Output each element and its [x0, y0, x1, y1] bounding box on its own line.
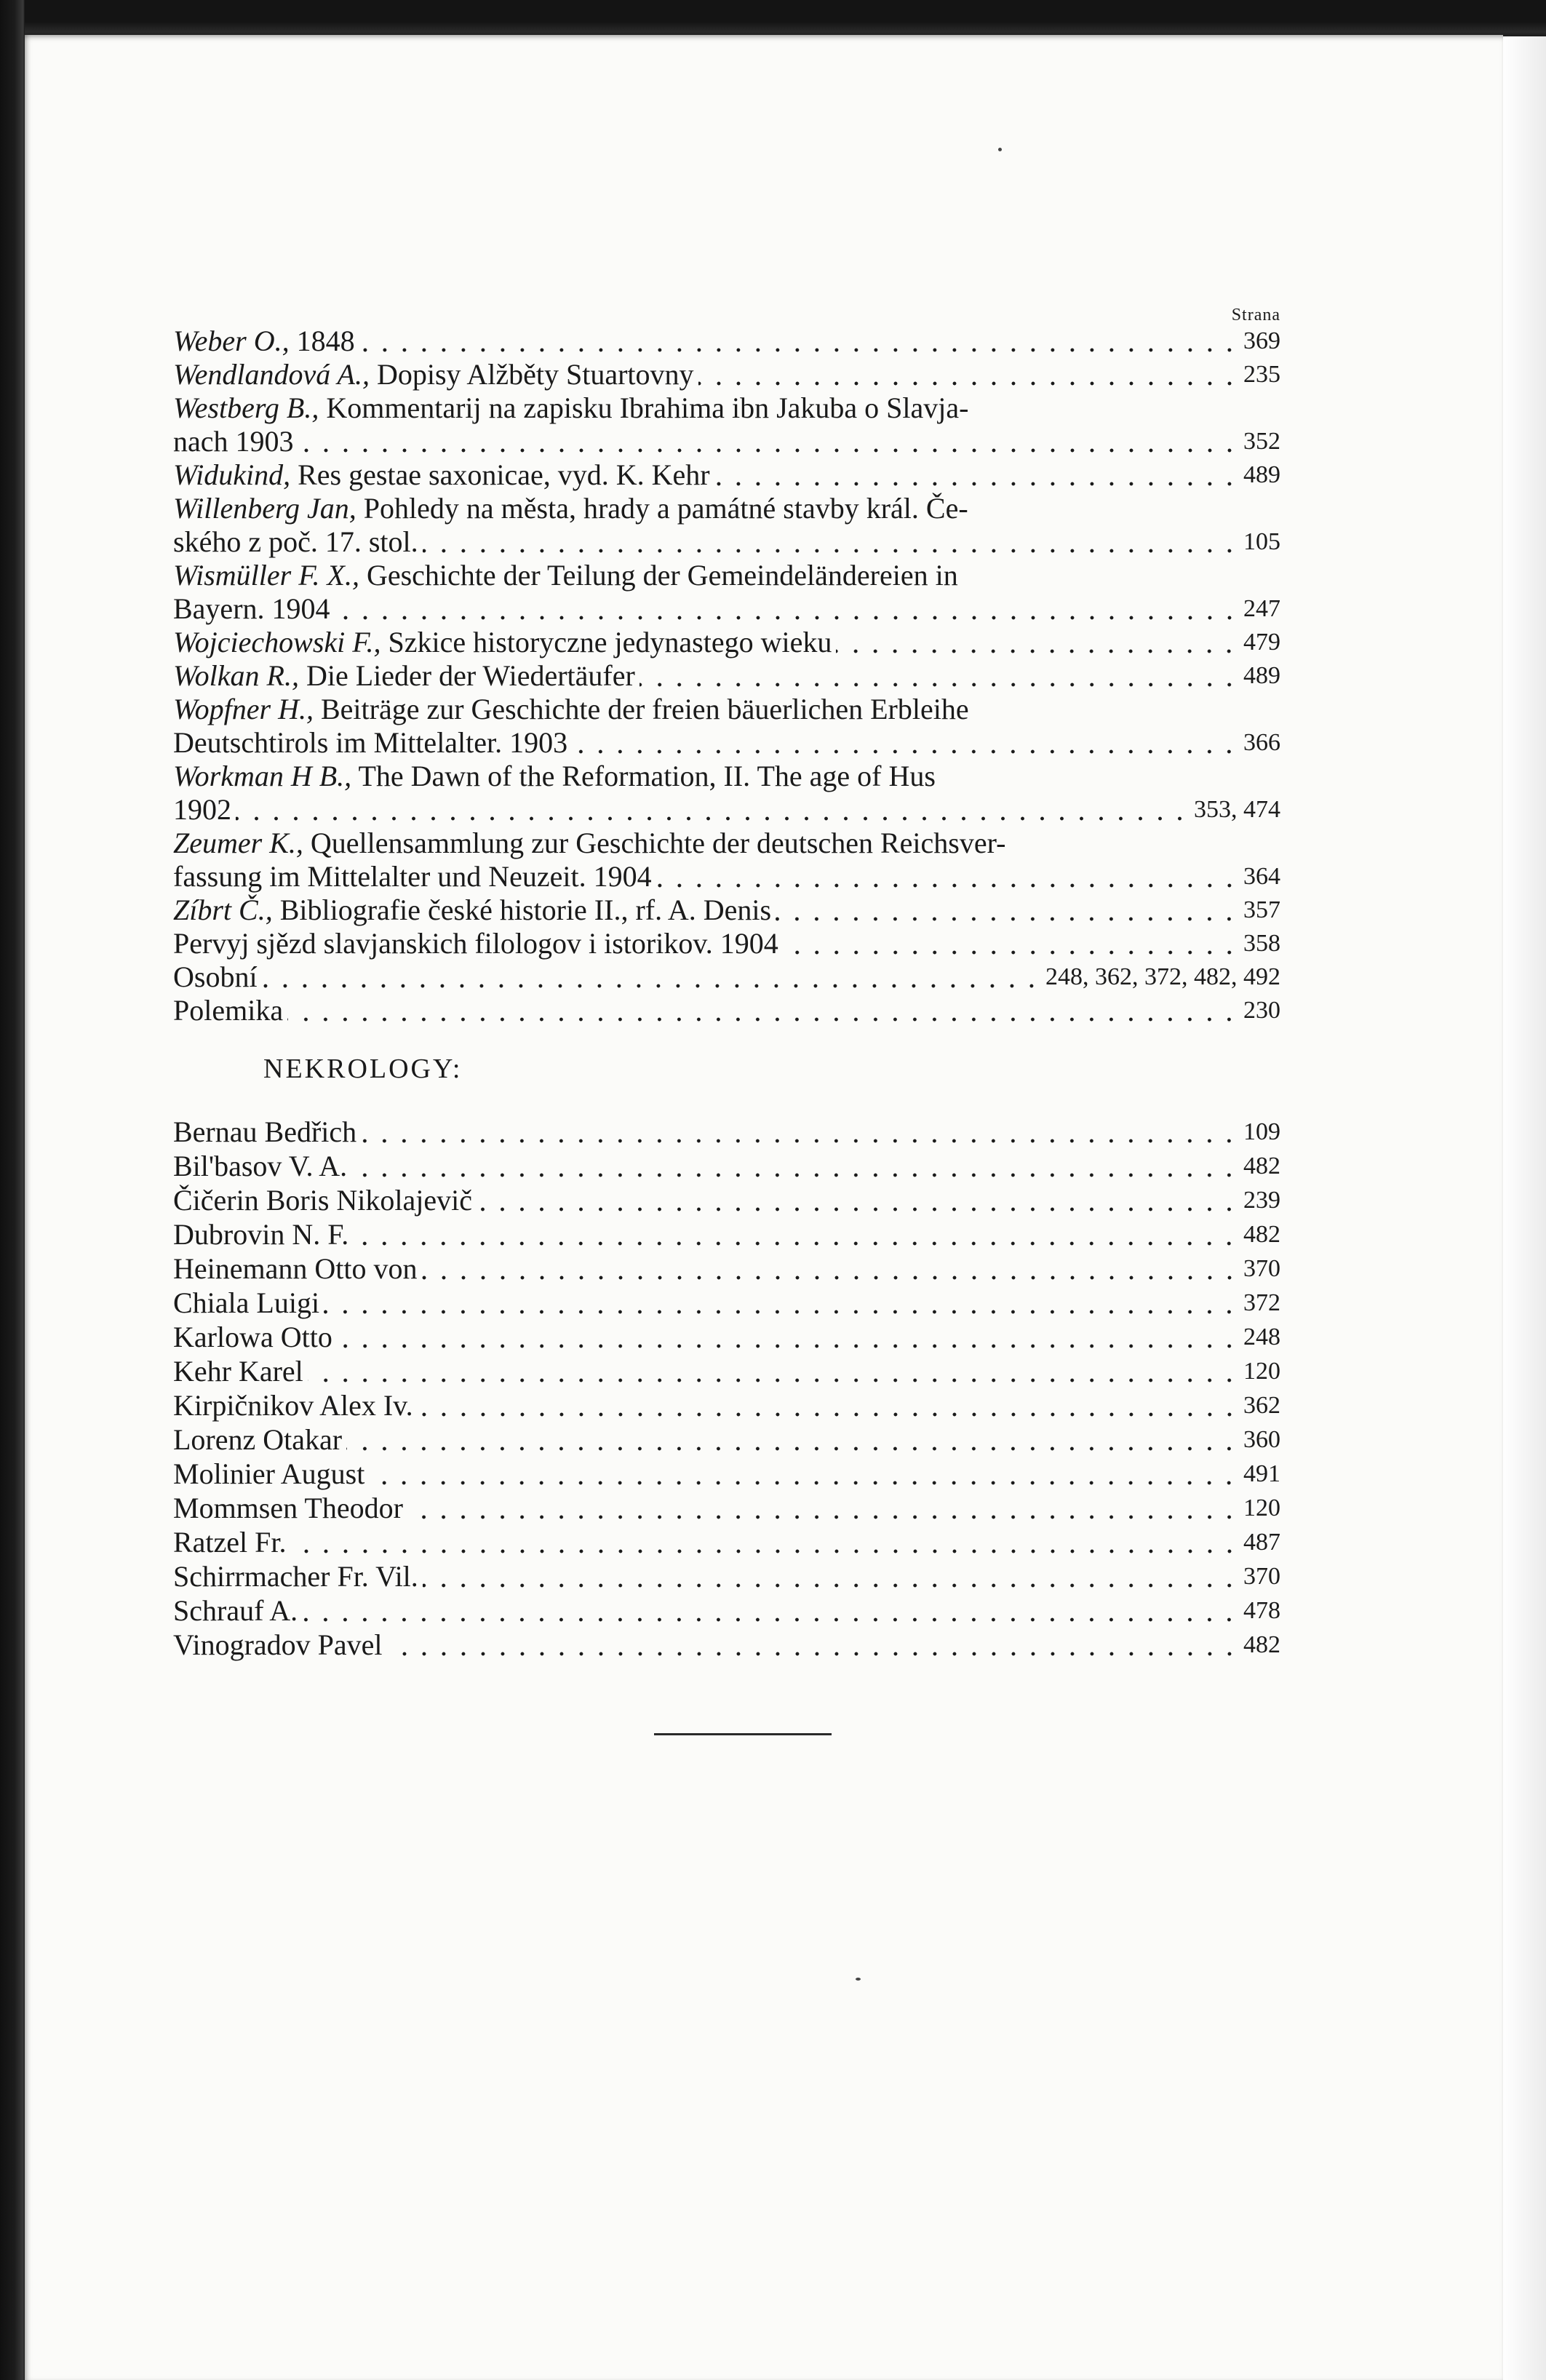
- nekrolog-pages: 239: [1243, 1187, 1280, 1214]
- entry-title-continued: ského z poč. 17. stol.: [173, 525, 418, 558]
- nekrolog-entry: [173, 1354, 1280, 1388]
- nekrolog-entry: [173, 1251, 1280, 1286]
- nekrolog-pages: 370: [1243, 1563, 1280, 1590]
- entry-title: Polemika: [173, 994, 284, 1027]
- nekrology-heading: NEKROLOGY:: [263, 1054, 463, 1084]
- entry-text: [173, 994, 283, 1027]
- dot-leader: [298, 448, 1239, 453]
- nekrolog-name: Ratzel Fr.: [173, 1526, 287, 1559]
- entry-last-line: [173, 726, 1280, 760]
- nekrolog-entry: [173, 1457, 1280, 1491]
- entry-text: [173, 458, 710, 492]
- column-label-strana: Strana: [1231, 306, 1280, 325]
- nekrolog-entry: [173, 1491, 1280, 1525]
- dot-leader: [351, 1173, 1239, 1177]
- entry-title: Bibliografie české historie II., rf. A. Denis: [272, 894, 772, 926]
- dot-leader: [335, 616, 1239, 620]
- entry-pages: 357: [1243, 896, 1280, 923]
- scan-border-top: [0, 0, 1546, 36]
- entry-title: Res gestae saxonicae, vyd. K. Kehr: [290, 458, 710, 491]
- entry-last-line: [173, 425, 1280, 458]
- nekrolog-pages: 372: [1243, 1289, 1280, 1316]
- nekrolog-name: Schirrmacher Fr. Vil.: [173, 1560, 418, 1593]
- entry-author: Wopfner H.,: [173, 693, 314, 725]
- dot-leader: [407, 1515, 1239, 1519]
- nekrolog-name: Karlowa Otto: [173, 1321, 332, 1353]
- entry-pages: 105: [1243, 528, 1280, 555]
- scan-speck: [856, 1978, 861, 1981]
- entry-pages: 247: [1243, 595, 1280, 622]
- entry-title: Quellensammlung zur Geschichte der deutschen Reichsver-: [303, 827, 1006, 859]
- dot-leader: [423, 1583, 1239, 1588]
- entry-last-line: [173, 793, 1280, 827]
- nekrolog-name: Chiala Luigi: [173, 1286, 320, 1319]
- nekrolog-pages: 362: [1243, 1392, 1280, 1419]
- index-entry: [173, 358, 1280, 391]
- nekrolog-name: Kehr Karel: [173, 1355, 303, 1388]
- entry-author: Willenberg Jan,: [173, 492, 356, 525]
- index-entry: [173, 626, 1280, 659]
- scan-border-left: [0, 0, 25, 2380]
- entry-text: [173, 358, 694, 391]
- index-entry: [173, 659, 1280, 693]
- nekrolog-pages: 120: [1243, 1495, 1280, 1521]
- nekrolog-name: Heinemann Otto von: [173, 1252, 418, 1285]
- entry-pages: 235: [1243, 361, 1280, 388]
- entry-text: [173, 325, 355, 358]
- nekrolog-name: Lorenz Otakar: [173, 1423, 343, 1456]
- dot-leader: [423, 549, 1239, 553]
- nekrolog-name: Bernau Bedřich: [173, 1115, 357, 1148]
- nekrolog-pages: 482: [1243, 1221, 1280, 1248]
- dot-leader: [359, 348, 1239, 352]
- index-entry: [173, 760, 1280, 827]
- entry-text: [173, 894, 771, 927]
- entry-first-line: [173, 827, 1280, 860]
- nekrolog-entry: [173, 1525, 1280, 1559]
- entry-author: Wolkan R.,: [173, 659, 299, 692]
- nekrolog-name: Čičerin Boris Nikolajevič: [173, 1184, 473, 1217]
- nekrolog-pages: 478: [1243, 1597, 1280, 1624]
- entry-first-line: [173, 492, 1280, 525]
- dot-leader: [477, 1207, 1239, 1211]
- nekrolog-pages: 482: [1243, 1631, 1280, 1658]
- entry-author: Zíbrt Č.,: [173, 894, 273, 926]
- nekrolog-name: Mommsen Theodor: [173, 1492, 403, 1524]
- index-entry: [173, 559, 1280, 626]
- dot-leader: [291, 1549, 1239, 1553]
- nekrolog-name: Vinogradov Pavel: [173, 1628, 383, 1661]
- dot-leader: [418, 1412, 1239, 1417]
- entry-author: Zeumer K.,: [173, 827, 303, 859]
- nekrolog-pages: 360: [1243, 1426, 1280, 1453]
- entry-author: Wismüller F. X.,: [173, 559, 359, 592]
- nekrolog-entry: [173, 1115, 1280, 1149]
- nekrolog-entry: [173, 1628, 1280, 1662]
- nekrolog-pages: 109: [1243, 1118, 1280, 1145]
- entry-author: Workman H B.,: [173, 760, 352, 792]
- nekrolog-pages: 120: [1243, 1358, 1280, 1385]
- entry-pages: 489: [1243, 662, 1280, 689]
- scan-speck: [998, 148, 1002, 151]
- entry-pages: 479: [1243, 629, 1280, 656]
- entry-last-line: [173, 592, 1280, 626]
- index-entry: [173, 325, 1280, 358]
- dot-leader: [361, 1139, 1239, 1143]
- entry-title: 1848: [289, 325, 355, 357]
- nekrolog-entry: [173, 1217, 1280, 1251]
- entry-first-line: [173, 760, 1280, 793]
- dot-leader: [324, 1310, 1239, 1314]
- nekrology-entry-list: [173, 1115, 1280, 1662]
- nekrolog-entry: [173, 1320, 1280, 1354]
- nekrolog-pages: 487: [1243, 1529, 1280, 1556]
- nekrolog-pages: 370: [1243, 1255, 1280, 1282]
- index-entry: [173, 894, 1280, 927]
- index-entry: [173, 960, 1280, 994]
- dot-leader: [369, 1481, 1239, 1485]
- dot-leader: [422, 1275, 1240, 1280]
- nekrolog-entry: [173, 1183, 1280, 1217]
- nekrolog-entry: [173, 1559, 1280, 1593]
- entry-text: [173, 659, 635, 693]
- entry-title-continued: nach 1903: [173, 425, 294, 458]
- entry-title-continued: fassung im Mittelalter und Neuzeit. 1904: [173, 860, 652, 893]
- entry-pages: 358: [1243, 930, 1280, 957]
- entry-author: Weber O.,: [173, 325, 290, 357]
- dot-leader: [836, 649, 1239, 653]
- dot-leader: [302, 1617, 1239, 1622]
- entry-first-line: [173, 559, 1280, 592]
- index-entry: [173, 927, 1280, 960]
- dot-leader: [236, 816, 1190, 821]
- nekrolog-name: Kirpičnikov Alex Iv.: [173, 1389, 413, 1422]
- entry-title: Die Lieder der Wiedertäufer: [298, 659, 635, 692]
- entry-title: Dopisy Alžběty Stuartovny: [369, 358, 694, 391]
- index-entry-list: [173, 325, 1280, 1027]
- entry-text: [173, 927, 778, 960]
- page-shadow: [1502, 35, 1546, 2380]
- nekrolog-entry: [173, 1593, 1280, 1628]
- nekrolog-name: Dubrovin N. F.: [173, 1218, 349, 1251]
- dot-leader: [714, 482, 1239, 486]
- entry-pages: 366: [1243, 729, 1280, 756]
- dot-leader: [346, 1446, 1239, 1451]
- nekrolog-entry: [173, 1422, 1280, 1457]
- index-entry: [173, 827, 1280, 894]
- nekrolog-name: Schrauf A.: [173, 1594, 298, 1627]
- nekrolog-pages: 248: [1243, 1324, 1280, 1350]
- entry-title: The Dawn of the Reformation, II. The age of Hus: [351, 760, 936, 792]
- entry-title: Geschichte der Teilung der Gemeindeländereien in: [359, 559, 958, 592]
- dot-leader: [262, 984, 1041, 988]
- dot-leader: [639, 682, 1239, 687]
- dot-leader: [337, 1344, 1239, 1348]
- entry-pages: 353, 474: [1194, 796, 1280, 823]
- section-end-rule: [654, 1733, 832, 1735]
- entry-title-continued: 1902: [173, 793, 231, 826]
- nekrology-column: [173, 1115, 1280, 1697]
- entry-title-continued: Deutschtirols im Mittelalter. 1903: [173, 726, 568, 759]
- entry-author: Widukind,: [173, 458, 291, 491]
- dot-leader: [656, 883, 1239, 888]
- dot-leader: [698, 381, 1239, 386]
- entry-first-line: [173, 391, 1280, 425]
- nekrolog-name: Bil'basov V. A.: [173, 1150, 348, 1182]
- entry-first-line: [173, 693, 1280, 726]
- entry-title: Osobní: [173, 960, 258, 993]
- entry-pages: 369: [1243, 327, 1280, 354]
- entry-title: Pohledy na města, hrady a památné stavby král. Če-: [356, 492, 968, 525]
- nekrolog-pages: 482: [1243, 1153, 1280, 1179]
- entry-pages: 364: [1243, 863, 1280, 890]
- entry-title: Beiträge zur Geschichte der freien bäuerlichen Erbleihe: [313, 693, 969, 725]
- dot-leader: [287, 1017, 1239, 1022]
- entry-author: Westberg B.,: [173, 391, 319, 424]
- nekrolog-name: Molinier August: [173, 1457, 365, 1490]
- entry-author: Wendlandová A.,: [173, 358, 370, 391]
- index-column: [173, 306, 1280, 1027]
- entry-title-continued: Bayern. 1904: [173, 592, 330, 625]
- dot-leader: [776, 917, 1239, 921]
- entry-title: Szkice historyczne jedynastego wieku: [380, 626, 832, 658]
- entry-last-line: [173, 860, 1280, 894]
- dot-leader: [353, 1241, 1239, 1246]
- index-entry: [173, 458, 1280, 492]
- dot-leader: [572, 749, 1239, 754]
- nekrolog-entry: [173, 1149, 1280, 1183]
- entry-pages: 352: [1243, 428, 1280, 455]
- entry-pages: 489: [1243, 461, 1280, 488]
- entry-last-line: [173, 525, 1280, 559]
- entry-pages: 230: [1243, 997, 1280, 1024]
- nekrolog-pages: 491: [1243, 1460, 1280, 1487]
- index-entry: [173, 391, 1280, 458]
- entry-title: Kommentarij na zapisku Ibrahima ibn Jakuba o Slavja-: [319, 391, 969, 424]
- entry-text: [173, 960, 258, 994]
- entry-author: Wojciechowski F.,: [173, 626, 381, 658]
- index-entry: [173, 994, 1280, 1027]
- index-entry: [173, 693, 1280, 760]
- dot-leader: [783, 950, 1239, 955]
- entry-text: [173, 626, 832, 659]
- dot-leader: [387, 1652, 1239, 1656]
- entry-pages: 248, 362, 372, 482, 492: [1045, 963, 1280, 990]
- nekrolog-entry: [173, 1388, 1280, 1422]
- index-entry: [173, 492, 1280, 559]
- nekrolog-entry: [173, 1286, 1280, 1320]
- dot-leader: [308, 1378, 1239, 1382]
- entry-title: Pervyj sjězd slavjanskich filologov i istorikov. 1904: [173, 927, 778, 960]
